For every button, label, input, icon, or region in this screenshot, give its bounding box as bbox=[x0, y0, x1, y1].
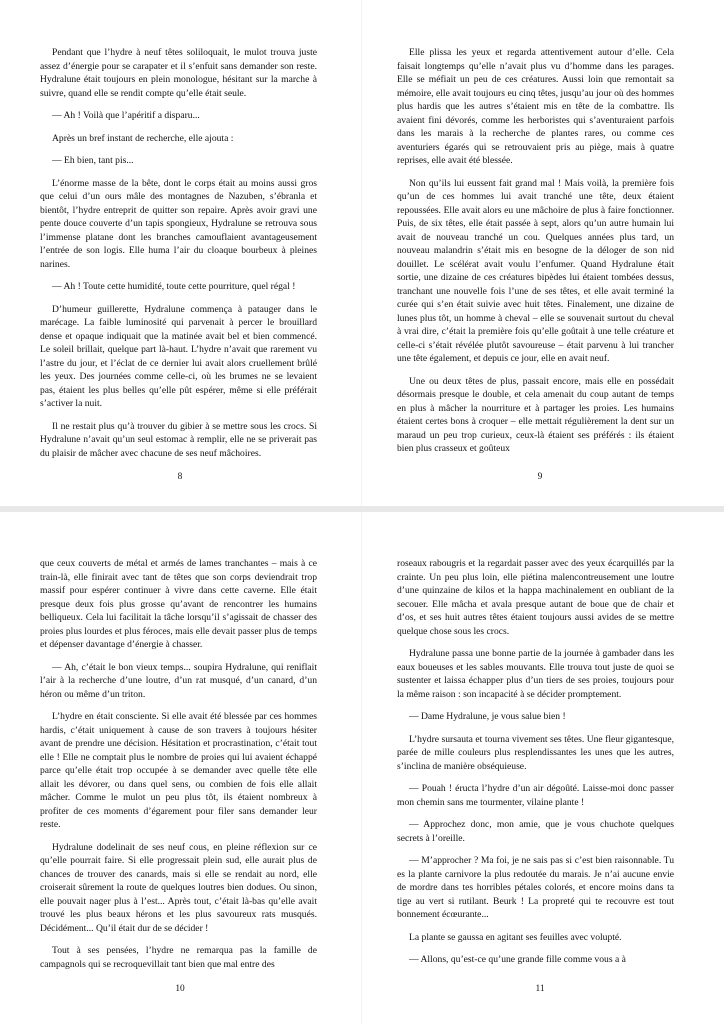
gutter-top bbox=[361, 0, 362, 506]
paragraph: — M’approcher ? Ma foi, je ne sais pas si c’est bien raisonnable. Tu es la plante carnivore la plus redoutée du marais. Je n’ai aucune envie de mordre dans tes horribles pétales colorés, et encore moins dans ta tige au vert si rutilant. Beurk ! La propreté qui te recouvre est tout bonnement écœurante... bbox=[397, 855, 674, 920]
page-10-body bbox=[40, 557, 317, 980]
gutter-bottom bbox=[361, 512, 362, 1024]
page-number: 10 bbox=[175, 984, 185, 994]
page-number: 8 bbox=[177, 472, 183, 482]
page-8-body bbox=[40, 46, 317, 469]
paragraph: Hydralune passa une bonne partie de la journée à gambader dans les eaux boueuses et les sables mouvants. Elle trouva tout juste de quoi se sustenter et laissa échapper plus d’un tiers de ses proies, toujours pour la même raison : son incapacité à se décider promptement. bbox=[397, 648, 674, 700]
paragraph: Pendant que l’hydre à neuf têtes soliloquait, le mulot trouva juste assez d’énergie pour se carapater et il s’enfuit sans demander son reste. Hydralune était toujours en plein monologue, hésitant sur la marche à suivre, quand elle se rendit compte qu’elle était seule. bbox=[40, 47, 317, 99]
paragraph: Il ne restait plus qu’à trouver du gibier à se mettre sous les crocs. Si Hydralune n’avait qu’un seul estomac à remplir, elle ne se priverait pas du plaisir de mâcher avec chacune de ses neuf mâchoires. bbox=[40, 420, 317, 459]
paragraph: — Pouah ! éructa l’hydre d’un air dégoûté. Laisse-moi donc passer mon chemin sans me tourmenter, vilaine plante ! bbox=[397, 783, 674, 808]
paragraph: Une ou deux têtes de plus, passait encore, mais elle en possédait désormais presque le double, et cela amenait du coup autant de temps en plus à mâcher la nourriture et à partager les proies. Les humains étaient certes bons à croquer – elle mettait régulièrement la dent sur un maraud un peu trop curieux, ceux-là étaient ses préférés : ils étaient bien plus crasseux et goûteux bbox=[397, 375, 674, 454]
page-number: 9 bbox=[537, 472, 543, 482]
paragraph: — Eh bien, tant pis... bbox=[52, 155, 134, 166]
paragraph: — Ah ! Toute cette humidité, toute cette pourriture, quel régal ! bbox=[52, 281, 296, 292]
paragraph: Après un bref instant de recherche, elle ajouta : bbox=[52, 132, 234, 144]
paragraph: — Allons, qu’est-ce qu’une grande fille comme vous a à bbox=[409, 954, 626, 965]
paragraph: Tout à ses pensées, l’hydre ne remarqua pas la famille de campagnols qui se recroquevillait tant bien que mal entre des bbox=[40, 945, 317, 970]
paragraph: que ceux couverts de métal et armés de lames tranchantes – mais à ce train-là, elle finirait avec tant de têtes que son corps deviendrait trop massif pour espérer continuer à vivre dans cette caverne. Elle était presque deux fois plus grosse qu’avant de rencontrer les humains belliqueux. Cela lui facilitait la tâche lorsqu’il s’agissait de chasser des proies plus lourdes et plus féroces, mais elle devait passer plus de temps et dépenser davantage d’énergie à chasser. bbox=[40, 558, 317, 650]
paragraph: Non qu’ils lui eussent fait grand mal ! Mais voilà, la première fois qu’un de ces hommes lui avait tranché une tête, deux étaient repoussées. Elle avait alors eu une mâchoire de plus à faire fonctionner. Puis, de six têtes, elle était passée à sept, alors qu’un autre humain lui avait de nouveau tranché un cou. Quelques années plus tard, un nouveau malandrin s’était mis en besogne de la déloger de son nid douillet. Le scélérat avait voulu l’enfumer. Quand Hydralune était sortie, une dizaine de ces créatures bipèdes lui étaient tombées dessus, tranchant une nouvelle fois l’une de ses têtes, et elle avait terminé la curée qui s’en était suivie avec huit têtes. Finalement, une dizaine de lunes plus tôt, un homme à cheval – elle se souvenait surtout du cheval à vrai dire, c’était la première fois qu’elle goûtait à une telle créature et celle-ci s’était révélée plutôt savoureuse – était parvenu à lui trancher une tête également, et depuis ce jour, elle en avait neuf. bbox=[397, 177, 674, 364]
page-9-body bbox=[397, 46, 674, 465]
paragraph: L’hydre en était consciente. Si elle avait été blessée par ces hommes hardis, c’était uniquement à cause de son travers à toujours hésiter avant de prendre une décision. Hésitation et procrastination, c’était tout elle ! Elle ne comptait plus le nombre de proies qui lui avaient échappé parce qu’elle était trop occupée à se demander avec quelle tête elle allait les dévorer, ou dans quel sens, ou combien de fois elle allait mâcher. Comme le mulot un peu plus tôt, ils étaient nombreux à profiter de ces moments d’égarement pour filer sans demander leur reste. bbox=[40, 711, 317, 830]
paragraph: — Approchez donc, mon amie, que je vous chuchote quelques secrets à l’oreille. bbox=[397, 819, 674, 844]
page-11-body bbox=[397, 557, 674, 976]
paragraph: L’hydre sursauta et tourna vivement ses têtes. Une fleur gigantesque, parée de mille couleurs plus resplendissantes les unes que les autres, s’inclina de manière obséquieuse. bbox=[397, 733, 674, 772]
paragraph: Hydralune dodelinait de ses neuf cous, en pleine réflexion sur ce qu’elle pourrait faire. Si elle progressait plein sud, elle aurait plus de chances de trouver des canards, mais si elle se rendait au nord, elle croiserait sûrement la route de quelques loutres bien dodues. Ou sinon, elle pouvait nager plus à l’est... Après tout, c’était là-bas qu’elle avait trouvé les plus beaux hérons et les plus savoureux rats musqués. Décidément... Qu’il était dur de se décider ! bbox=[40, 841, 317, 934]
paragraph: — Dame Hydralune, je vous salue bien ! bbox=[409, 711, 566, 722]
paragraph: roseaux rabougris et la regardait passer avec des yeux écarquillés par la crainte. Un peu plus loin, elle piétina malencontreusement une loutre d’une quinzaine de kilos et la happa machinalement en oubliant de la secouer. Elle mâcha et avala presque autant de boue que de chair et d’os, et ses huit autres têtes étaient toujours aussi avides de se mettre quelque chose sous les crocs. bbox=[397, 558, 674, 637]
paragraph: — Ah ! Voilà que l’apéritif a disparu... bbox=[52, 110, 200, 121]
paragraph: La plante se gaussa en agitant ses feuilles avec volupté. bbox=[409, 931, 622, 943]
paragraph: — Ah, c’était le bon vieux temps... soupira Hydralune, qui reniflait l’air à la recherche d’une loutre, d’un rat musqué, d’un canard, d’un héron ou même d’un triton. bbox=[40, 661, 317, 700]
page-number: 11 bbox=[535, 984, 545, 994]
paragraph: L’énorme masse de la bête, dont le corps était au moins aussi gros que celui d’un ours mâle des montagnes de Nazuben, s’ébranla et bientôt, l’hydre entreprit de quitter son repaire. Après avoir gravi une pente douce couverte d’un tapis spongieux, Hydralune se retrouva sous l’immense platane dont les branches camouflaient avantageusement l’entrée de son logis. Elle huma l’air du cloaque bourbeux à pleines narines. bbox=[40, 177, 317, 270]
paragraph: D’humeur guillerette, Hydralune commença à patauger dans le marécage. La faible luminosité qui parvenait à percer le brouillard dense et opaque indiquait que la matinée avait bel et bien commencé. Le soleil brillait, quelque part là-haut. L’hydre n’avait que rarement vu l’astre du jour, et l’éclat de ce dernier lui avait alors cruellement brûlé les yeux. Des journées comme celle-ci, où les brumes ne se levaient pas, étaient les plus belles qu’elle pût espérer, même si elle préférait s’activer la nuit. bbox=[40, 303, 317, 409]
paragraph: Elle plissa les yeux et regarda attentivement autour d’elle. Cela faisait longtemps qu’elle n’avait plus vu d’homme dans les parages. Elle se méfiait un peu de ces créatures. Aussi loin que remontait sa mémoire, elle avait toujours eu cinq têtes, jusqu’au jour où des hommes plus hardis que les autres s’étaient mis en tête de la combattre. Ils avaient fini dévorés, comme les herboristes qui s’aventuraient parfois dans les marais à la recherche de plantes rares, ou comme ces aventuriers égarés qui se retrouvaient pris au piège, mais à quatre reprises, elle avait été blessée. bbox=[397, 47, 674, 166]
